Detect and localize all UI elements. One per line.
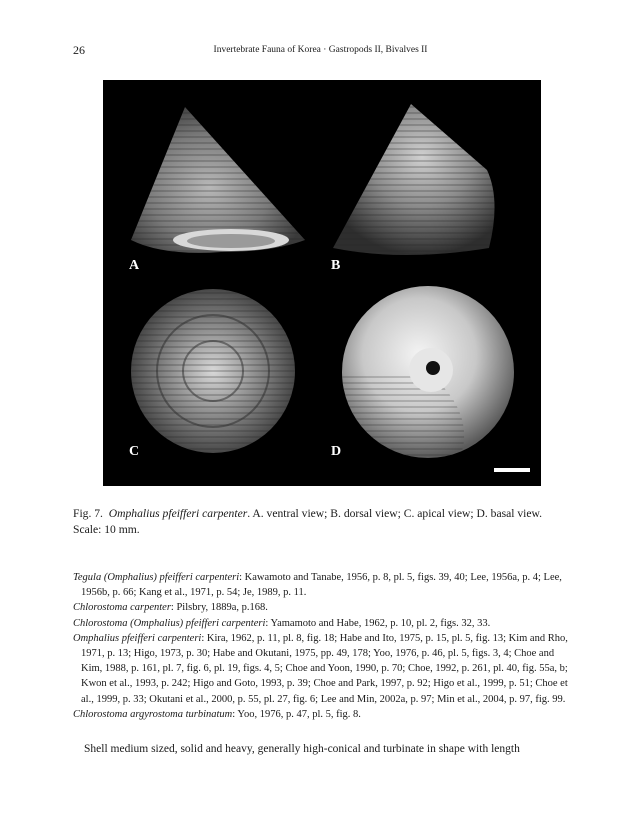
shell-d-basal	[342, 286, 514, 458]
synonym-refs: : Pilsbry, 1889a, p.168.	[170, 602, 268, 614]
synonym-refs: : Yamamoto and Habe, 1962, p. 10, pl. 2, figs. 32, 33.	[265, 617, 491, 629]
figure-panel	[103, 80, 541, 486]
synonymy-list	[73, 570, 573, 722]
description-paragraph: Shell medium sized, solid and heavy, generally high-conical and turbinate in shape with length	[84, 743, 520, 755]
caption-prefix: Fig. 7.	[73, 507, 103, 520]
synonym-refs: : Kira, 1962, p. 11, pl. 8, fig. 18; Habe and Ito, 1975, p. 15, pl. 5, fig. 13; Kim and Rho, 1971, p. 13; Higo, 1973, p. 30; Habe and Okutani, 1975, pp. 49, 178; Yoo, 1976, p. 46, pl. 5, figs. 3, 4; Choe and Kim, 1988, p. 161, pl. 7, fig. 6, pl. 19, figs. 4, 5; Choe and Yoon, 1990, p. 70; Choe, 1992, p. 261, pl. 40, fig. 55a, b; Kwon et al., 1993, p. 242; Higo and Goto, 1993, p. 39; Choe and Park, 1997, p. 92; Higo et al., 1999, p. 51; Choe et al., 1999, p. 33; Okutani et al., 2000, p. 55, pl. 27, fig. 6; Lee and Min, 2002a, p. 97; Min et al., 2004, p. 97, fig. 99.	[81, 632, 568, 705]
panel-label-c: C	[129, 444, 140, 459]
panel-label-d: D	[331, 444, 342, 459]
caption-text: . A. ventral view; B. dorsal view; C. apical view; D. basal view. Scale: 10 mm.	[73, 507, 543, 536]
synonym-name: Tegula (Omphalius) pfeifferi carpenteri	[73, 572, 240, 583]
synonymy-entry	[73, 631, 573, 707]
shell-b-dorsal	[333, 104, 495, 255]
synonym-refs: : Kawamoto and Tanabe, 1956, p. 8, pl. 5, figs. 39, 40; Lee, 1956a, p. 4; Lee, 1956b, p. 66; Kang et al., 1971, p. 54; Je, 1989, p. 11.	[81, 572, 562, 599]
synonym-name: Omphalius pfeifferi carpenteri	[73, 632, 202, 644]
shell-photographs	[103, 80, 541, 486]
synonymy-entry	[73, 570, 573, 600]
figure-caption	[73, 506, 573, 538]
synonym-name: Chlorostoma carpenter	[73, 602, 171, 614]
shell-c-apical	[131, 289, 295, 453]
synonym-refs: : Yoo, 1976, p. 47, pl. 5, fig. 8.	[232, 708, 361, 720]
synonym-name: Chlorostoma argyrostoma turbinatum	[73, 708, 233, 720]
page-number: 26	[73, 43, 85, 57]
running-header: Invertebrate Fauna of Korea · Gastropods II, Bivalves II	[213, 45, 428, 55]
caption-species: Omphalius pfeifferi carpenter	[108, 507, 248, 520]
scale-bar	[494, 468, 530, 472]
panel-label-b: B	[331, 258, 341, 273]
synonymy-entry	[73, 707, 573, 722]
synonymy-entry	[73, 616, 573, 631]
panel-label-a: A	[129, 258, 140, 273]
synonym-name: Chlorostoma (Omphalius) pfeifferi carpenteri	[73, 617, 266, 629]
shell-a-ventral	[131, 107, 305, 253]
synonymy-entry	[73, 600, 573, 615]
